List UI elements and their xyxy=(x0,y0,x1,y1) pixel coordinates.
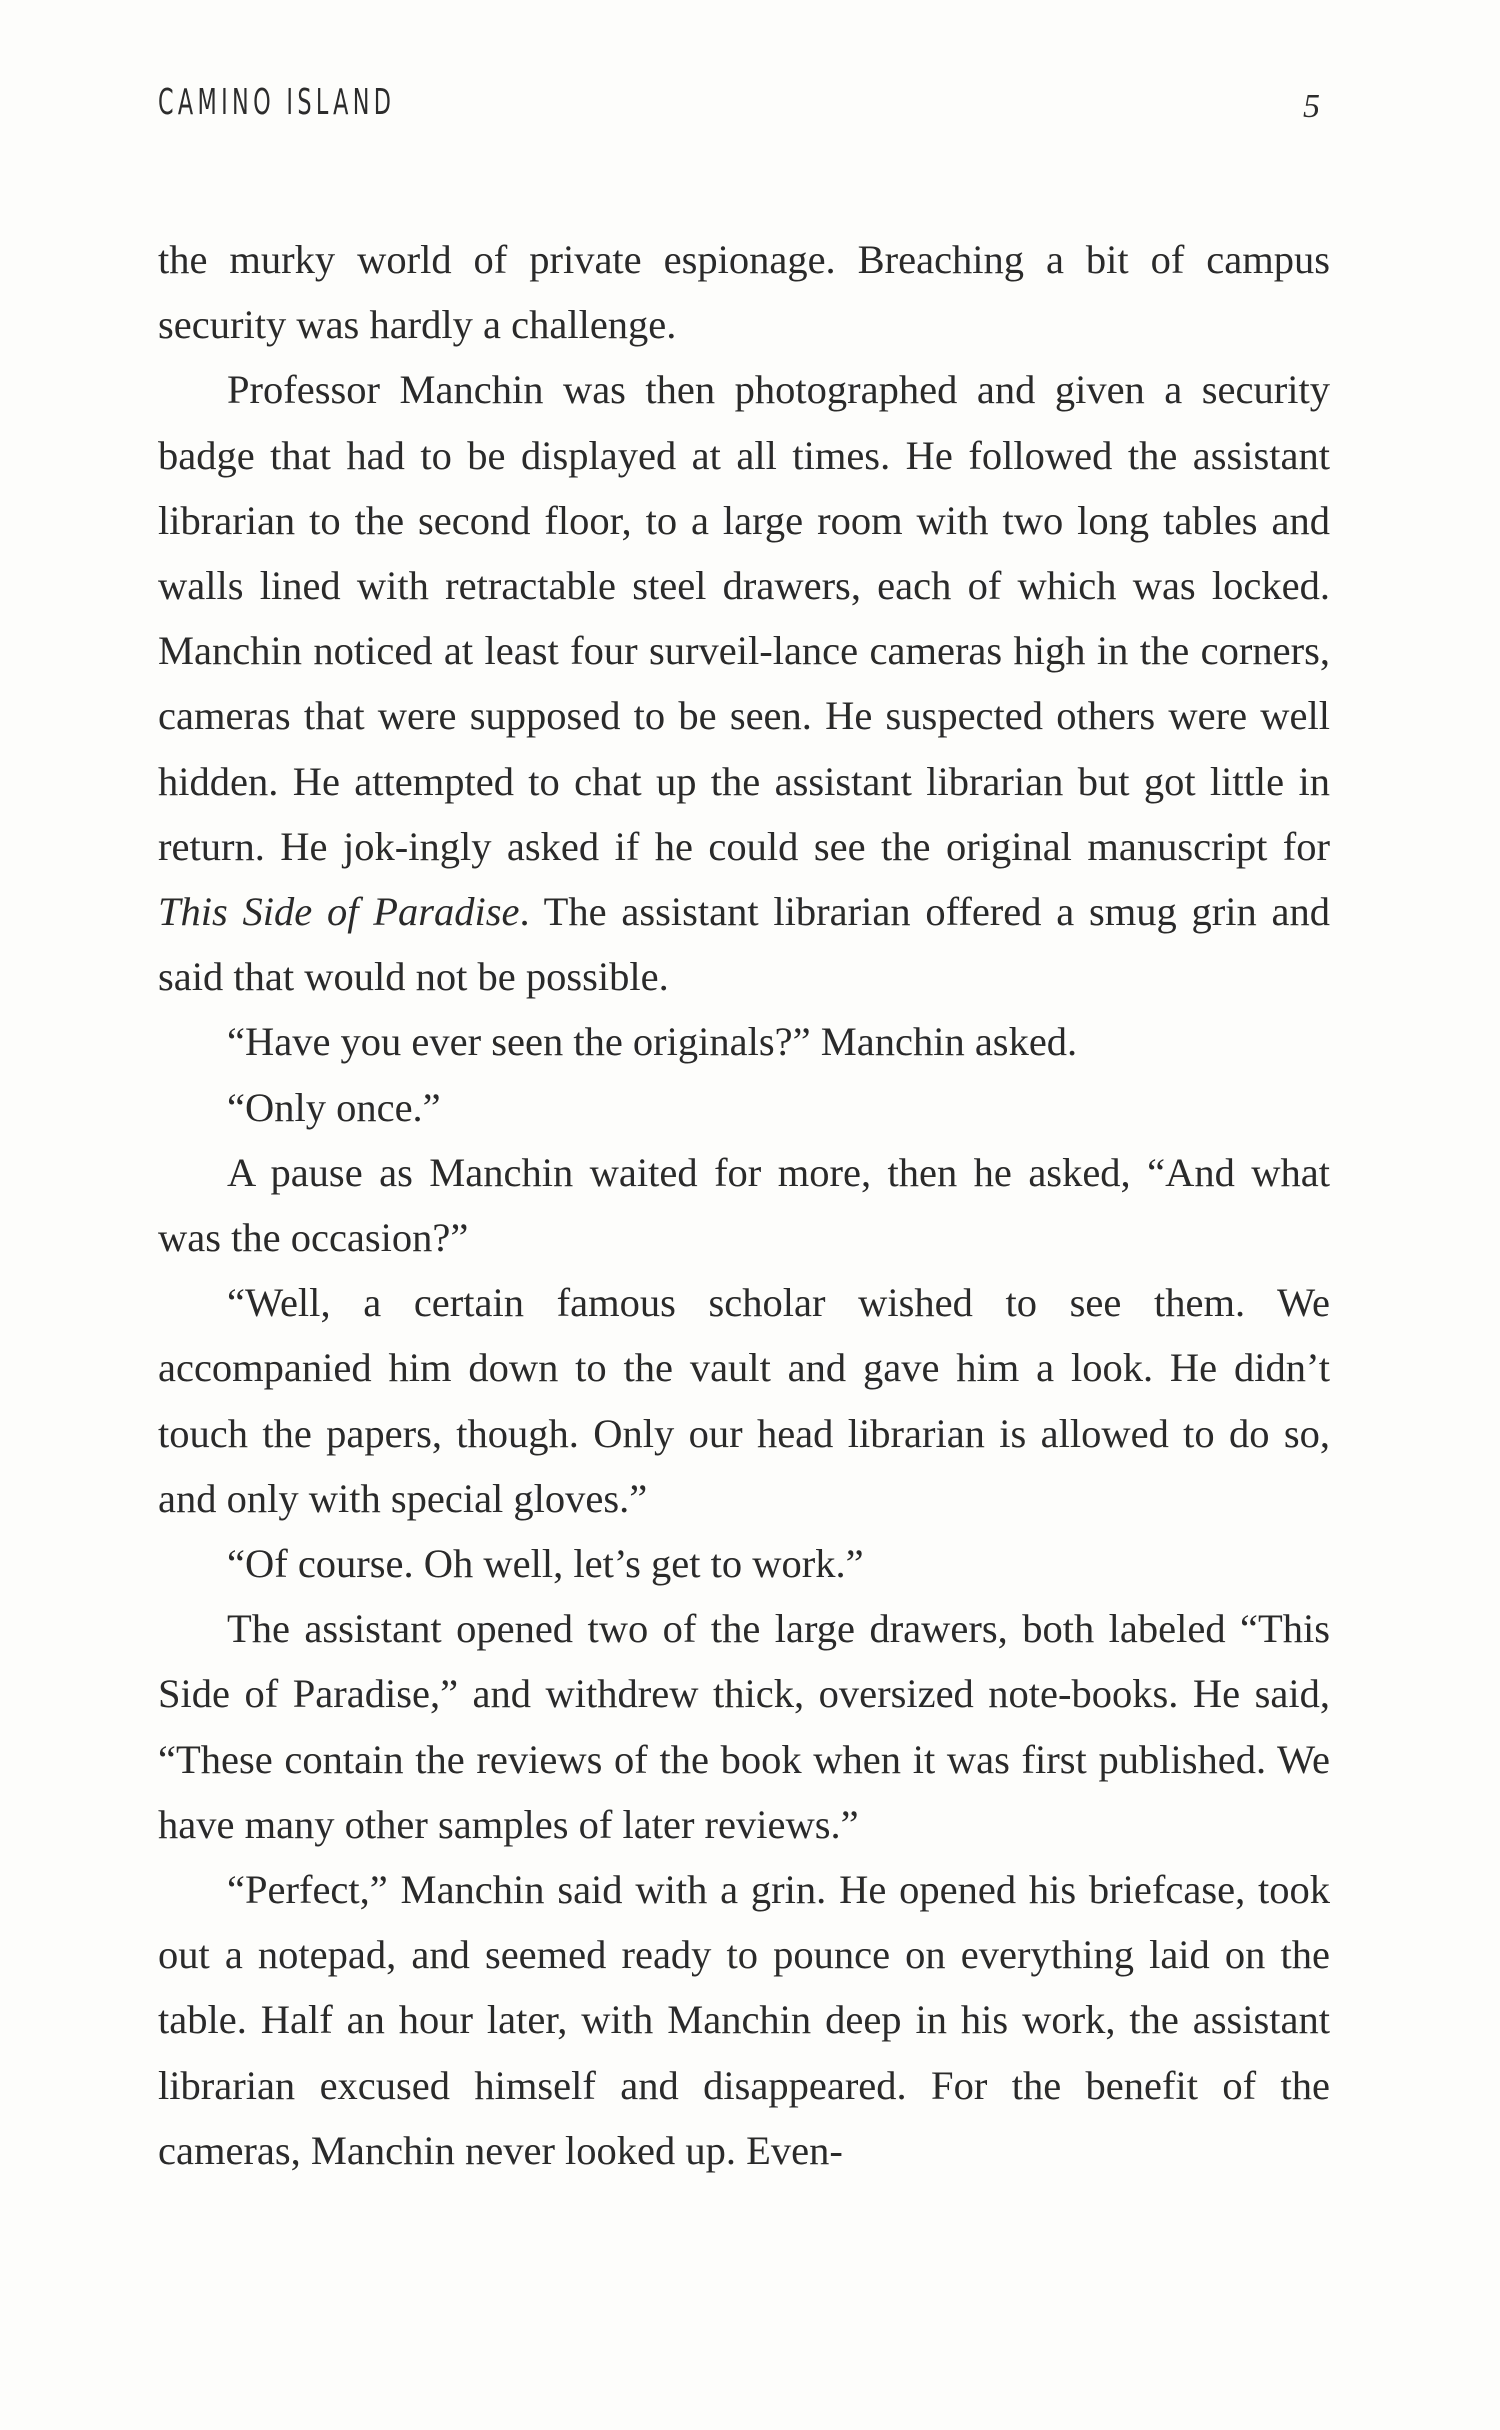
text-run: Professor Manchin was then photographed and given a xyxy=(227,367,1183,413)
paragraph xyxy=(158,357,1330,1009)
paragraph: the murky world of private espionage. Breaching a bit of campus security was hardly a challenge. xyxy=(158,237,1330,348)
paragraph: “Have you ever seen the originals?” Manchin asked. xyxy=(227,1019,1078,1065)
paragraph: A pause as Manchin waited for more, then he asked, “And what was the occasion?” xyxy=(158,1149,1330,1261)
text-run: . The assistant librarian offered a smug grin and said that would not be possible. xyxy=(158,889,1330,1000)
paragraph: “Well, a certain famous scholar wished to see them. We accompanied him down to the vault and gave him a look. He didn’t touch the papers, though. Only our head librarian is allowed to do so, and only with special gloves.” xyxy=(158,1280,1330,1521)
paragraph: The assistant opened two of the large drawers, both labeled “This Side of Paradise,” and withdrew thick, oversized note-books. He said, “These contain the reviews of the book when it was first published. We have many other samples of later reviews.” xyxy=(158,1606,1330,1847)
book-title: CAMINO ISLAND xyxy=(158,82,396,123)
text-run: to be seen. He suspected others were well hidden. He attempted xyxy=(158,693,1331,804)
text-run: the assistant librarian to the second floor, to a large room with xyxy=(158,432,1331,543)
text-run: each of which was locked. Manchin noticed at least four surveil- xyxy=(158,563,1330,674)
text-run: ingly asked if he could see the original manuscript for xyxy=(408,823,1331,869)
text-run: to chat up the assistant librarian but got little in return. He jok- xyxy=(158,758,1330,869)
body-text xyxy=(158,227,1330,2183)
running-head xyxy=(158,82,1330,132)
paragraph: “Only once.” xyxy=(227,1084,441,1130)
paragraph: “Perfect,” Manchin said with a grin. He opened his briefcase, took out a notepad, and seemed ready to pounce on everything laid on the table. Half an hour later, with Manchin deep in his work, the assistant librarian excused himself and disappeared. For the benefit of the cameras, Manchin never looked up. Even- xyxy=(158,1867,1330,2173)
paragraph: “Of course. Oh well, let’s get to work.” xyxy=(227,1541,864,1587)
text-run: security badge that had to be displayed at all times. He followed xyxy=(158,367,1330,478)
text-run: two long tables and walls lined with retractable steel drawers, xyxy=(158,497,1330,609)
text-run: lance cameras high in the corners, cameras that were supposed xyxy=(158,628,1330,739)
page-number: 5 xyxy=(1303,88,1320,125)
book-title-italic: This Side of Paradise xyxy=(158,889,520,935)
